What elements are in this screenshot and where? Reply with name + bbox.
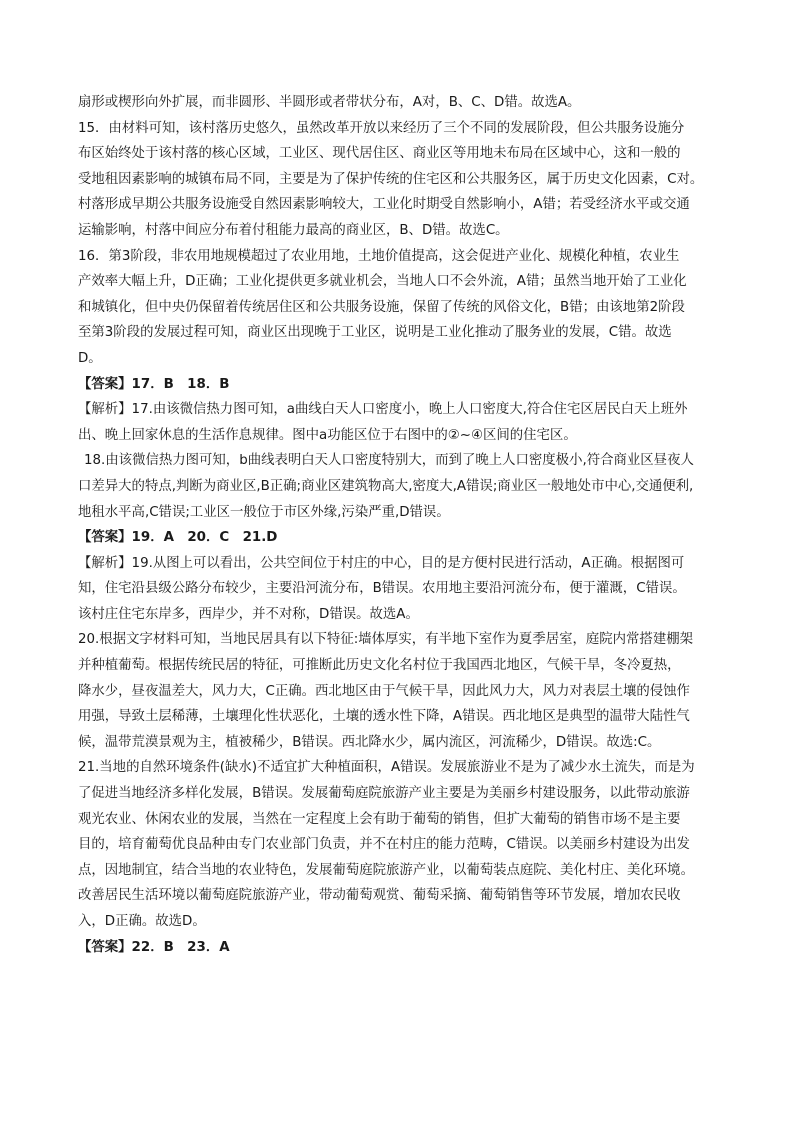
text-line: 出、晚上回家休息的生活作息规律。图中a功能区位于右图中的②~④区间的住宅区。 bbox=[78, 427, 577, 443]
text-line: 15．由材料可知，该村落历史悠久，虽然改革开放以来经历了三个不同的发展阶段，但公共服务设施分 bbox=[78, 120, 685, 136]
text-line: D。 bbox=[78, 350, 102, 366]
text-line: 受地租因素影响的城镇布局不同，主要是为了保护传统的住宅区和公共服务区，属于历史文化因素，C对。 bbox=[78, 171, 704, 187]
text-line: 点，因地制宜，结合当地的农业特色，发展葡萄庭院旅游产业，以葡萄装点庭院、美化村庄、美化环境。 bbox=[78, 862, 694, 878]
text-line: 和城镇化，但中央仍保留着传统居住区和公共服务设施，保留了传统的风俗文化，B错；由该地第2阶段 bbox=[78, 299, 685, 315]
text-line: 16．第3阶段，非农用地规模超过了农业用地，土地价值提高，这会促进产业化、规模化种植，农业生 bbox=[78, 248, 680, 264]
text-line: 候，温带荒漠景观为主，植被稀少，B错误。西北降水少，属内流区，河流稀少，D错误。故选:C。 bbox=[78, 734, 661, 750]
text-line: 知，住宅沿县级公路分布较少，主要沿河流分布，B错误。农用地主要沿河流分布，便于灌溉，C错误。 bbox=[78, 581, 686, 597]
text-line: 18.由该微信热力图可知，b曲线表明白天人口密度特别大，而到了晚上人口密度极小,符合商业区昼夜人 bbox=[84, 453, 694, 469]
text-line: 运输影响，村落中间应分布着付租能力最高的商业区，B、D错。故选C。 bbox=[78, 222, 509, 238]
text-line: 并种植葡萄。根据传统民居的特征，可推断此历史文化名村位于我国西北地区，气候干旱，冬冷夏热， bbox=[78, 658, 681, 674]
text-line: 20.根据文字材料可知，当地民居具有以下特征:墙体厚实，有半地下室作为夏季居室，庭院内常搭建棚架 bbox=[78, 632, 693, 648]
analysis-line: 【解析】17.由该微信热力图可知，a曲线白天人口密度小，晚上人口密度大,符合住宅区居民白天上班外 bbox=[78, 402, 688, 418]
text-line: 改善居民生活环境以葡萄庭院旅游产业，带动葡萄观赏、葡萄采摘、葡萄销售等环节发展，增加农民收 bbox=[78, 888, 681, 904]
text-line: 降水少，昼夜温差大，风力大，C正确。西北地区由于气候干旱，因此风力大，风力对表层土壤的侵蚀作 bbox=[78, 683, 690, 699]
answer-heading: 【答案】17．B 18．B bbox=[78, 376, 230, 392]
text-line: 目的，培育葡萄优良品种由专门农业部门负责，并不在村庄的能力范畴，C错误。以美丽乡村建设为出发 bbox=[78, 837, 690, 853]
text-line: 入，D正确。故选D。 bbox=[78, 914, 206, 929]
answer-heading: 【答案】22．B 23．A bbox=[78, 939, 230, 955]
text-line: 产效率大幅上升，D正确；工业化提供更多就业机会，当地人口不会外流，A错；虽然当地开始了工业化 bbox=[78, 274, 687, 290]
text-line: 扇形或楔形向外扩展，而非圆形、半圆形或者带状分布，A对，B、C、D错。故选A。 bbox=[78, 95, 581, 110]
text-line: 村落形成早期公共服务设施受自然因素影响较大，工业化时期受自然影响小，A错；若受经济水平或交通 bbox=[78, 197, 690, 213]
document-page bbox=[78, 90, 718, 960]
text-line: 口差异大的特点,判断为商业区,B正确;商业区建筑物高大,密度大,A错误;商业区一般地处市中心,交通便利, bbox=[78, 478, 694, 494]
answer-heading: 【答案】19．A 20．C 21.D bbox=[78, 530, 278, 546]
text-line: 21.当地的自然环境条件(缺水)不适宜扩大种植面积，A错误。发展旅游业不是为了减少水土流失，而是为 bbox=[78, 760, 695, 776]
text-line: 该村庄住宅东岸多，西岸少，并不对称，D错误。故选A。 bbox=[78, 606, 419, 622]
text-line: 布区始终处于该村落的核心区域，工业区、现代居住区、商业区等用地未布局在区域中心，这和一般的 bbox=[78, 146, 681, 162]
text-line: 观光农业、休闲农业的发展，当然在一定程度上会有助于葡萄的销售，但扩大葡萄的销售市场不是主要 bbox=[78, 811, 681, 827]
text-line: 用强，导致土层稀薄，土壤理化性状恶化，土壤的透水性下降，A错误。西北地区是典型的温带大陆性气 bbox=[78, 709, 690, 725]
text-line: 了促进当地经济多样化发展，B错误。发展葡萄庭院旅游产业主要是为美丽乡村建设服务，以此带动旅游 bbox=[78, 786, 690, 802]
analysis-line: 【解析】19.从图上可以看出，公共空间位于村庄的中心，目的是方便村民进行活动，A正确。根据图可 bbox=[78, 555, 685, 571]
text-line: 地租水平高,C错误;工业区一般位于市区外缘,污染严重,D错误。 bbox=[78, 504, 450, 520]
text-line: 至第3阶段的发展过程可知，商业区出现晚于工业区，说明是工业化推动了服务业的发展，C错。故选 bbox=[78, 325, 672, 341]
